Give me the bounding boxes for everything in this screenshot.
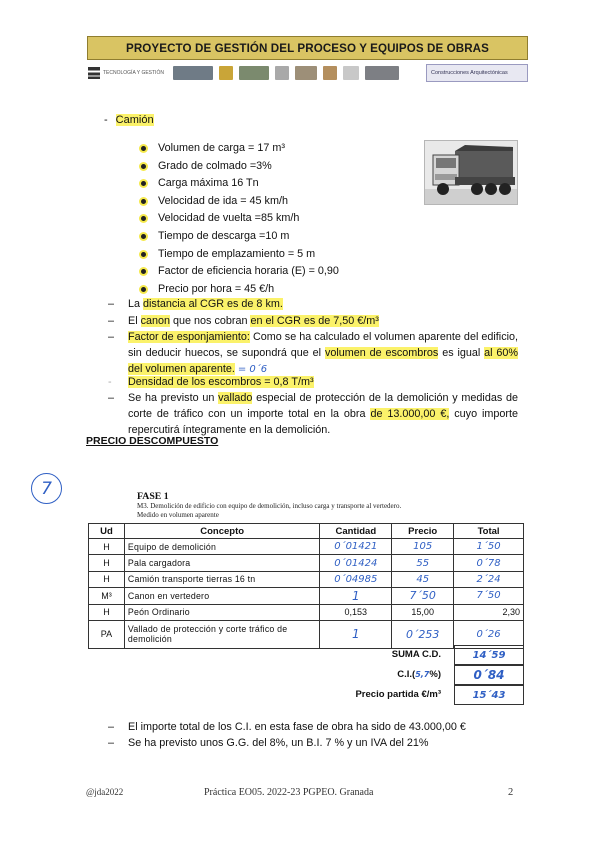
bullet-icon [141, 234, 146, 239]
table-row: M³ Canon en vertedero 1 7´50 7´50 [89, 588, 524, 604]
bullet-icon [141, 269, 146, 274]
truck-icon [425, 141, 518, 205]
suma-cd-value: 14´59 [454, 645, 524, 665]
precio-title: PRECIO DESCOMPUESTO [86, 435, 219, 447]
partida-label: Precio partida €/m³ [355, 689, 441, 700]
building-photo-icon [239, 66, 269, 80]
note-ci-total: – El importe total de los C.I. en esta fase de obra ha sido de 43.000,00 € [108, 721, 466, 733]
handwritten-note: = 0´6 [237, 364, 268, 375]
camion-heading: - Camión [104, 114, 154, 126]
worker-icon [323, 66, 337, 80]
col-header-ud: Ud [89, 524, 125, 539]
site-photo-icon [365, 66, 399, 80]
circled-number: 7 [31, 473, 62, 504]
logo-left [88, 64, 164, 82]
footer-author: @jda2022 [86, 787, 124, 797]
camion-label: Camión [115, 114, 154, 126]
spec-item: Grado de colmado =3% [138, 159, 398, 177]
note-vallado: – Se ha previsto un vallado especial de protección de la demolición y medidas de corte de tráfico con un importe total en la obra de 13.000,00 €, cuyo importe repercutirá íntegramente en la demolición. [108, 392, 519, 436]
header-title-box [87, 36, 528, 60]
note-esponjamiento: – Factor de esponjamiento: Como se ha calculado el volumen aparente del edificio, sin deducir huecos, se supondrá que el volumen de escombros es igual al 60% del volumen aparente. = 0´6 [108, 331, 519, 375]
fase-description: M3. Demolición de edificio con equipo de demolición, incluso carga y transporte al vertedero. Medido en volumen aparente [137, 502, 402, 519]
spec-item: Velocidad de vuelta =85 km/h [138, 211, 398, 229]
tools-icon [343, 66, 359, 80]
machinery-photo-icon [173, 66, 213, 80]
bullet-icon [141, 146, 146, 151]
ci-row [88, 665, 524, 685]
excavator-icon [219, 66, 233, 80]
spec-item: Volumen de carga = 17 m³ [138, 141, 398, 159]
col-header-total: Total [454, 524, 524, 539]
logo-left-text: TECNOLOGÍA Y GESTIÓN [103, 70, 164, 76]
table-row: H Pala cargadora 0´01424 55 0´78 [89, 555, 524, 571]
logo-mark-icon [88, 67, 100, 79]
bullet-icon [141, 199, 146, 204]
logo-right-text: Construcciones Arquitectónicas [431, 70, 508, 76]
ci-label: C.I.(5,7%) [397, 669, 441, 680]
logo-photo-strip [173, 64, 415, 82]
bullet-icon [141, 164, 146, 169]
spec-item: Velocidad de ida = 45 km/h [138, 194, 398, 212]
table-row: H Equipo de demolición 0´01421 105 1´50 [89, 539, 524, 555]
table-row: H Camión transporte tierras 16 tn 0´04985 45 2´24 [89, 571, 524, 587]
col-header-precio: Precio [392, 524, 454, 539]
suma-cd-row [88, 645, 524, 665]
page-number: 2 [508, 787, 514, 798]
partida-value: 15´43 [454, 685, 524, 705]
bullet-icon [141, 181, 146, 186]
note-densidad: - Densidad de los escombros = 0,8 T/m³ [108, 376, 314, 388]
spec-item: Tiempo de emplazamiento = 5 m [138, 247, 398, 265]
spec-item: Factor de eficiencia horaria (E) = 0,90 [138, 264, 398, 282]
fase-title: FASE 1 [137, 491, 169, 502]
ci-value: 0´84 [454, 665, 524, 685]
note-distancia: – La distancia al CGR es de 8 km. [108, 298, 283, 310]
spec-item: Carga máxima 16 Tn [138, 176, 398, 194]
table-header-row [89, 524, 524, 539]
footer-course: Práctica EO05. 2022-23 PGPEO. Granada [204, 787, 374, 798]
construction-photo-icon [295, 66, 317, 80]
bullet-icon [141, 252, 146, 257]
bullet-icon [141, 216, 146, 221]
note-gg-bi-iva: – Se ha previsto unos G.G. del 8%, un B.I. 7 % y un IVA del 21% [108, 737, 429, 749]
logo-right [426, 64, 528, 82]
table-row: H Peón Ordinario 0,153 15,00 2,30 [89, 604, 524, 620]
crane-icon [275, 66, 289, 80]
precio-table [88, 523, 524, 649]
table-row: PA Vallado de protección y corte tráfico de demolición 1 0´253 0´26 [89, 620, 524, 648]
suma-cd-label: SUMA C.D. [391, 649, 441, 660]
spec-item: Tiempo de descarga =10 m [138, 229, 398, 247]
header-title: PROYECTO DE GESTIÓN DEL PROCESO Y EQUIPOS DE OBRAS [126, 41, 489, 55]
col-header-cantidad: Cantidad [320, 524, 392, 539]
truck-photo [424, 140, 518, 205]
partida-row [88, 685, 524, 705]
camion-spec-list [138, 141, 398, 299]
bullet-icon [141, 287, 146, 292]
note-canon: – El canon que nos cobran en el CGR es de 7,50 €/m³ [108, 315, 379, 327]
spec-item: Precio por hora = 45 €/h [138, 282, 398, 300]
col-header-concepto: Concepto [124, 524, 319, 539]
